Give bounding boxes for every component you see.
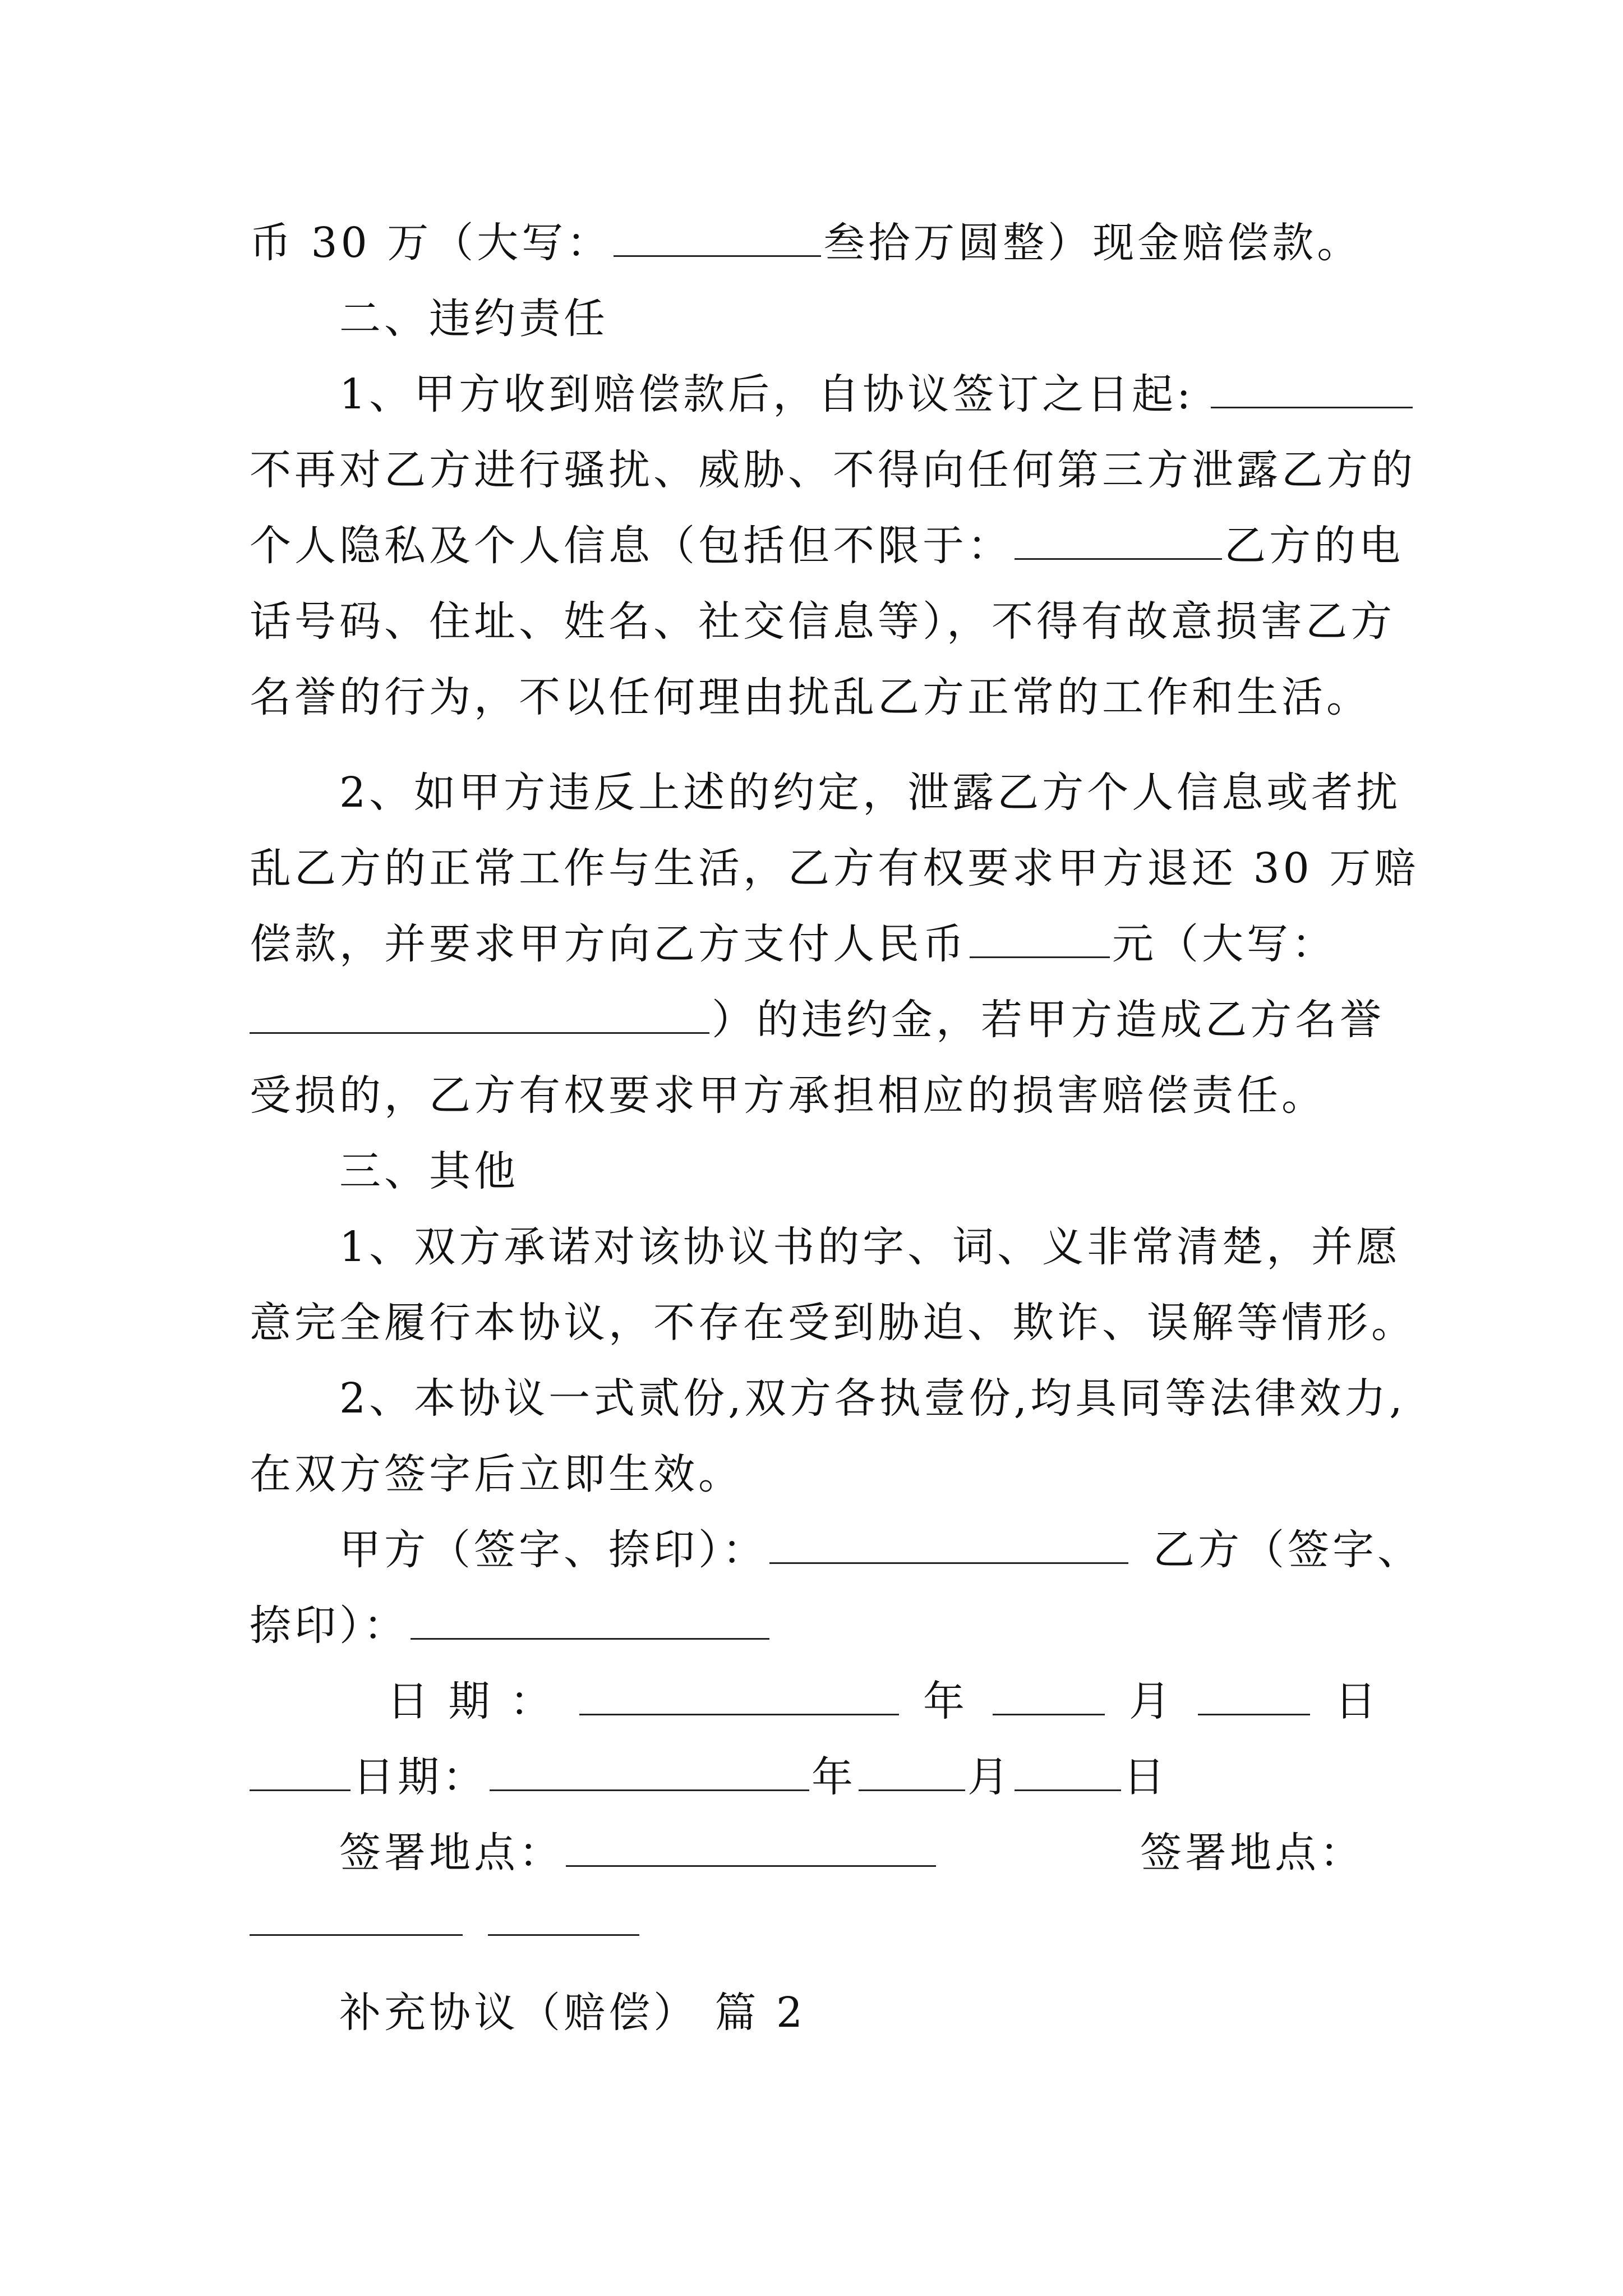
text-line [339,361,1377,428]
signature-blank [411,1599,769,1640]
text-line [250,512,1404,579]
date-blank [1198,1674,1310,1715]
text-segment: 元（大写： [1112,920,1336,968]
place-blank [488,1934,639,1936]
text-line [250,209,1377,277]
place-blank [566,1826,936,1867]
text-line: 1、双方承诺对该协议书的字、词、义非常清楚，并愿 [339,1223,1401,1271]
section-heading: 二、违约责任 [339,295,608,343]
text-segment: 日期： [353,1753,487,1801]
text-segment: 乙方（签字、 [1153,1526,1422,1574]
text-line: 2、本协议一式贰份,双方各执壹份,均具同等法律效力, [339,1374,1406,1423]
text-segment: 日 [1123,1753,1168,1801]
text-line: 名誉的行为，不以任何理由扰乱乙方正常的工作和生活。 [250,673,1371,721]
signature-line [250,1592,1377,1659]
text-segment: 捺印）： [250,1602,408,1650]
text-line: 不再对乙方进行骚扰、威胁、不得向任何第三方泄露乙方的 [250,446,1416,494]
text-line: 乱乙方的正常工作与生活，乙方有权要求甲方退还 30 万赔 [250,844,1419,892]
text-segment: 叁拾万圆整）现金赔偿款。 [823,219,1362,267]
place-line [339,1819,1377,1887]
place-blank [250,1934,463,1936]
text-segment: 年 [923,1677,969,1726]
fill-blank [614,216,821,257]
text-line: 话号码、住址、姓名、社交信息等），不得有故意损害乙方 [250,597,1395,646]
text-line: 受损的，乙方有权要求甲方承担相应的损害赔偿责任。 [250,1071,1326,1120]
text-segment: 1、甲方收到赔偿款后，自协议签订之日起: [339,370,1195,418]
date-line [250,1743,1377,1811]
fill-blank [970,917,1110,958]
text-segment: 偿款，并要求甲方向乙方支付人民币 [250,920,967,968]
text-segment: 签署地点： [339,1829,564,1877]
date-blank [1015,1750,1121,1791]
date-line [387,1668,1380,1735]
text-segment: 月 [967,1753,1012,1801]
text-segment: 个人隐私及个人信息（包括但不限于： [250,522,1012,570]
signature-blank [769,1523,1128,1564]
text-line [250,910,1377,978]
text-segment: 乙方的电 [1224,522,1404,570]
text-segment: 签署地点： [1140,1829,1364,1877]
text-segment: 年 [811,1753,856,1801]
fill-blank [250,993,709,1034]
text-segment: 月 [1128,1677,1174,1726]
date-blank [250,1750,351,1791]
fill-blank [1015,519,1222,560]
text-segment: 甲方（签字、捺印）： [339,1526,767,1574]
date-blank [490,1750,809,1791]
text-segment: ）的违约金，若甲方造成乙方名誉 [712,996,1385,1044]
fill-blank [1211,367,1413,408]
text-segment: 币 30 万（大写： [250,219,612,267]
text-segment: 日 期 ： [387,1677,555,1726]
text-line: 意完全履行本协议，不存在受到胁迫、欺诈、误解等情形。 [250,1299,1416,1347]
text-line [250,986,1385,1053]
signature-line [339,1516,1422,1584]
text-line: 2、如甲方违反上述的约定，泄露乙方个人信息或者扰 [339,769,1401,817]
date-blank [993,1674,1105,1715]
text-segment: 日 [1334,1677,1380,1726]
next-section-title: 补充协议（赔偿） 篇 2 [339,1989,806,2037]
text-line: 在双方签字后立即生效。 [250,1450,743,1498]
section-heading: 三、其他 [339,1147,519,1195]
date-blank [579,1674,899,1715]
date-blank [859,1750,965,1791]
